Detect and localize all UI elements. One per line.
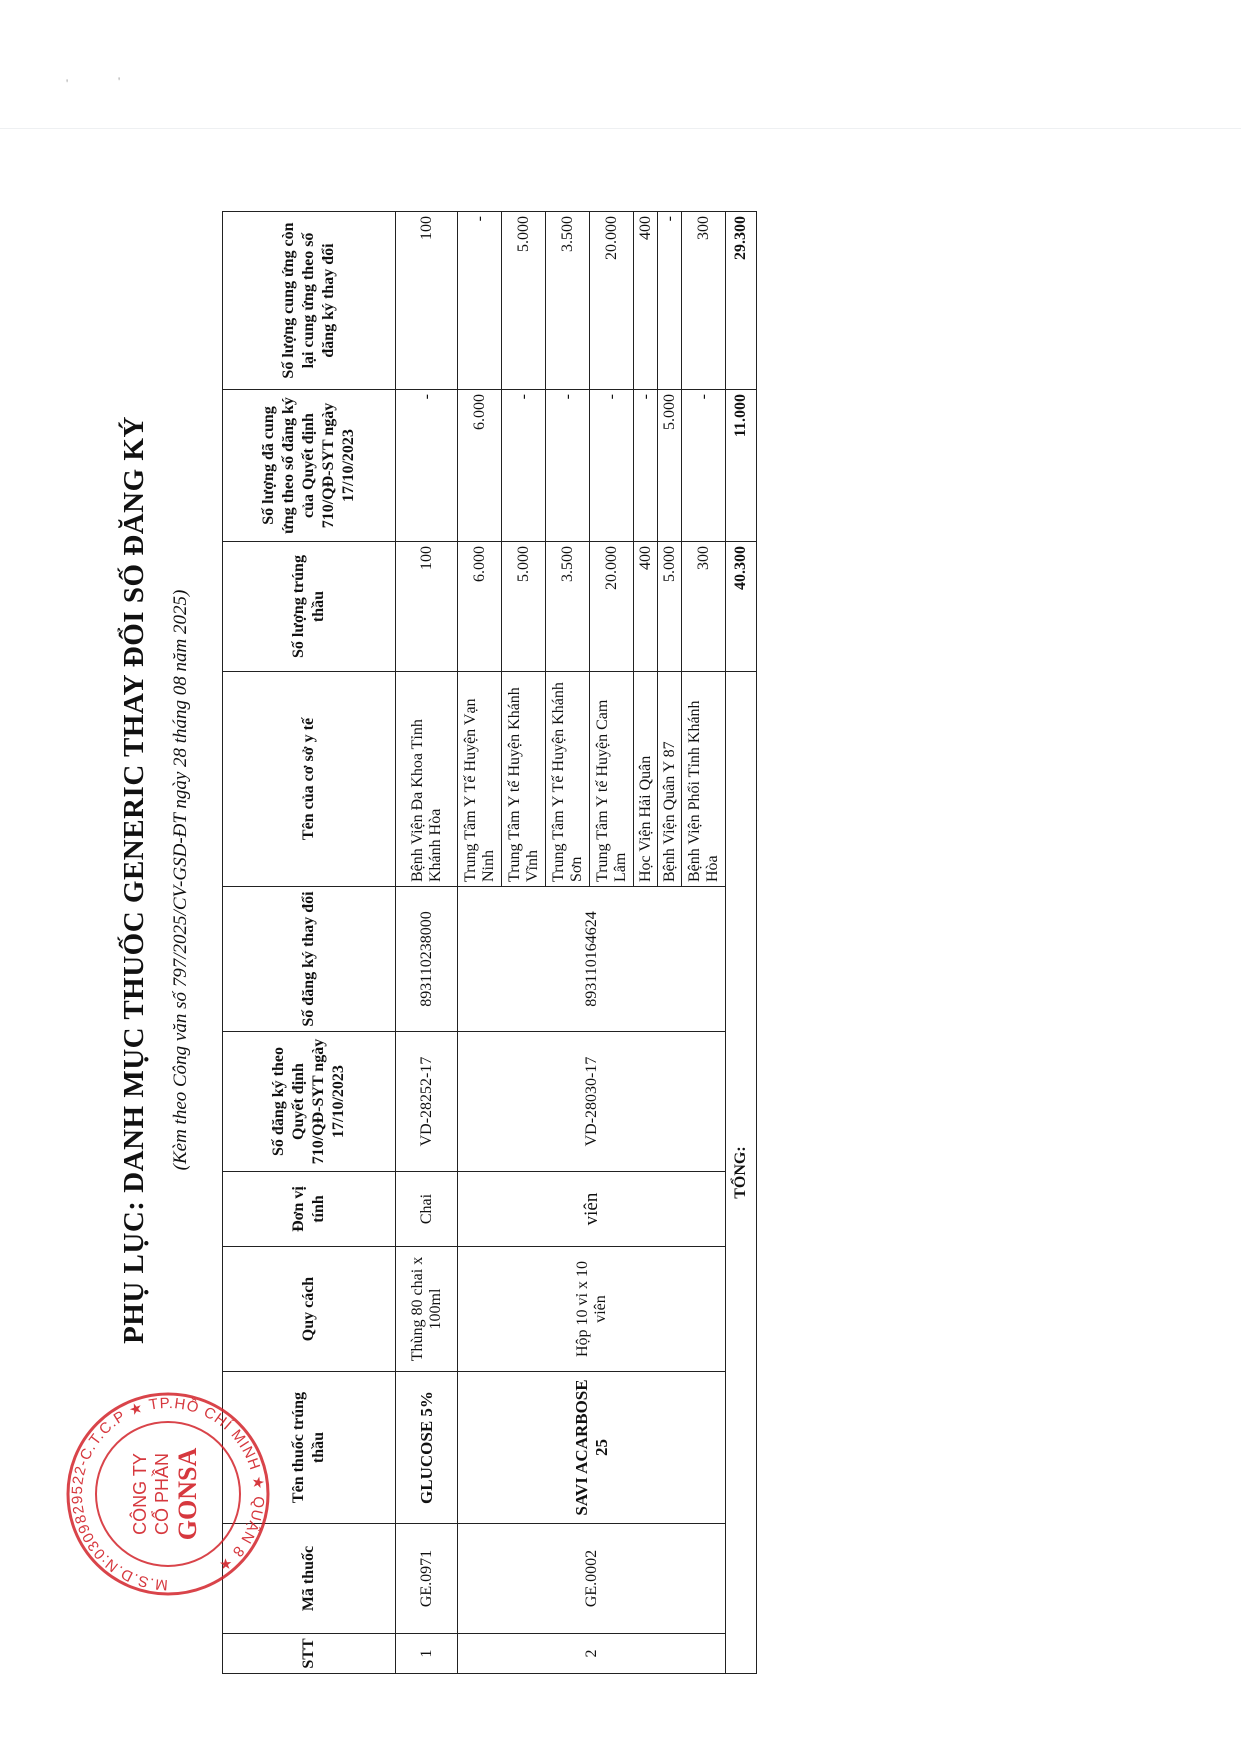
header-sl-con-lai: Số lượng cung ứng còn lại cung ứng theo số đăng ký thay đổi <box>223 212 396 390</box>
scan-speck: ' <box>66 76 69 90</box>
cell-sl-con: 100 <box>396 212 458 390</box>
cell-co-so: Bệnh Viện Quân Y 87 <box>658 672 682 887</box>
cell-quy-cach: Thùng 80 chai x 100ml <box>396 1247 458 1372</box>
cell-sdk-moi: 893110238000 <box>396 887 458 1032</box>
cell-sl-con: - <box>658 212 682 390</box>
cell-sl-trung: 400 <box>634 542 658 672</box>
cell-sl-trung: 300 <box>682 542 726 672</box>
total-sl-con: 29.300 <box>726 212 757 390</box>
cell-sl-con: - <box>458 212 502 390</box>
header-ten-thuoc: Tên thuốc trúng thầu <box>223 1372 396 1524</box>
header-co-so: Tên của cơ sở y tế <box>223 672 396 887</box>
total-sl-trung: 40.300 <box>726 542 757 672</box>
cell-sdk-cu: VD-28252-17 <box>396 1032 458 1172</box>
cell-sdk-cu: VD-28030-17 <box>458 1032 726 1172</box>
cell-ten-thuoc: SAVI ACARBOSE 25 <box>458 1372 726 1524</box>
header-sl-trung: Số lượng trúng thầu <box>223 542 396 672</box>
cell-stt: 1 <box>396 1634 458 1674</box>
cell-sl-con: 400 <box>634 212 658 390</box>
cell-co-so: Trung Tâm Y tế Huyện Khánh Vĩnh <box>502 672 546 887</box>
document-title: PHỤ LỤC: DANH MỤC THUỐC GENERIC THAY ĐỔI SỐ ĐĂNG KÝ <box>118 416 150 1344</box>
cell-sl-trung: 5.000 <box>502 542 546 672</box>
cell-sl-trung: 6.000 <box>458 542 502 672</box>
cell-sl-trung: 3.500 <box>546 542 590 672</box>
header-ma-thuoc: Mã thuốc <box>223 1524 396 1634</box>
document-subtitle: (Kèm theo Công văn số 797/2025/CV-GSD-ĐT ngày 28 tháng 08 năm 2025) <box>170 589 191 1171</box>
svg-text:CÔNG TY: CÔNG TY <box>130 1453 150 1535</box>
cell-sl-con: 5.000 <box>502 212 546 390</box>
table-row <box>458 212 502 1674</box>
cell-sl-da: - <box>634 390 658 542</box>
company-stamp <box>62 1388 274 1600</box>
cell-sl-da: - <box>396 390 458 542</box>
cell-sl-con: 300 <box>682 212 726 390</box>
svg-text:M.S.D.N:0309829522-C.T.C.P ★ T: M.S.D.N:0309829522-C.T.C.P ★ TP.HỒ CHÍ MINH ★ QUẬN 8 ★ <box>68 1394 268 1594</box>
header-quy-cach: Quy cách <box>223 1247 396 1372</box>
total-row <box>726 212 757 1674</box>
cell-stt: 2 <box>458 1634 726 1674</box>
svg-text:GONSA: GONSA <box>173 1447 202 1541</box>
cell-sl-trung: 20.000 <box>590 542 634 672</box>
cell-don-vi: viên <box>458 1172 726 1247</box>
cell-sl-da: - <box>682 390 726 542</box>
cell-ten-thuoc: GLUCOSE 5% <box>396 1372 458 1524</box>
cell-sl-con: 3.500 <box>546 212 590 390</box>
table-row <box>396 212 458 1674</box>
header-sl-da-cung-ung: Số lượng đã cung ứng theo số đăng ký của Quyết định 710/QĐ-SYT ngày 17/10/2023 <box>223 390 396 542</box>
cell-co-so: Bệnh Viện Đa Khoa Tỉnh Khánh Hòa <box>396 672 458 887</box>
registration-change-table <box>222 211 757 1674</box>
cell-sl-da: 5.000 <box>658 390 682 542</box>
total-label: TỔNG: <box>726 672 757 1674</box>
cell-co-so: Trung Tâm Y Tế Huyện Khánh Sơn <box>546 672 590 887</box>
header-don-vi: Đơn vị tính <box>223 1172 396 1247</box>
scan-speck: ' <box>118 74 121 88</box>
cell-co-so: Trung Tâm Y Tế Huyện Vạn Ninh <box>458 672 502 887</box>
svg-text:CỔ PHẦN: CỔ PHẦN <box>152 1452 172 1536</box>
cell-sl-da: - <box>590 390 634 542</box>
cell-sl-da: - <box>546 390 590 542</box>
cell-ma-thuoc: GE.0002 <box>458 1524 726 1634</box>
cell-sl-trung: 100 <box>396 542 458 672</box>
cell-don-vi: Chai <box>396 1172 458 1247</box>
total-sl-da: 11.000 <box>726 390 757 542</box>
cell-co-so: Trung Tâm Y tế Huyện Cam Lâm <box>590 672 634 887</box>
cell-sl-con: 20.000 <box>590 212 634 390</box>
cell-sdk-moi: 893110164624 <box>458 887 726 1032</box>
header-stt: STT <box>223 1634 396 1674</box>
cell-sl-da: - <box>502 390 546 542</box>
header-sdk-cu: Số đăng ký theo Quyết định 710/QĐ-SYT ngày 17/10/2023 <box>223 1032 396 1172</box>
header-sdk-moi: Số đăng ký thay đổi <box>223 887 396 1032</box>
cell-ma-thuoc: GE.0971 <box>396 1524 458 1634</box>
cell-co-so: Bệnh Viện Phổi Tỉnh Khánh Hòa <box>682 672 726 887</box>
cell-sl-da: 6.000 <box>458 390 502 542</box>
cell-quy-cach: Hộp 10 vỉ x 10 viên <box>458 1247 726 1372</box>
cell-sl-trung: 5.000 <box>658 542 682 672</box>
cell-co-so: Học Viện Hải Quân <box>634 672 658 887</box>
